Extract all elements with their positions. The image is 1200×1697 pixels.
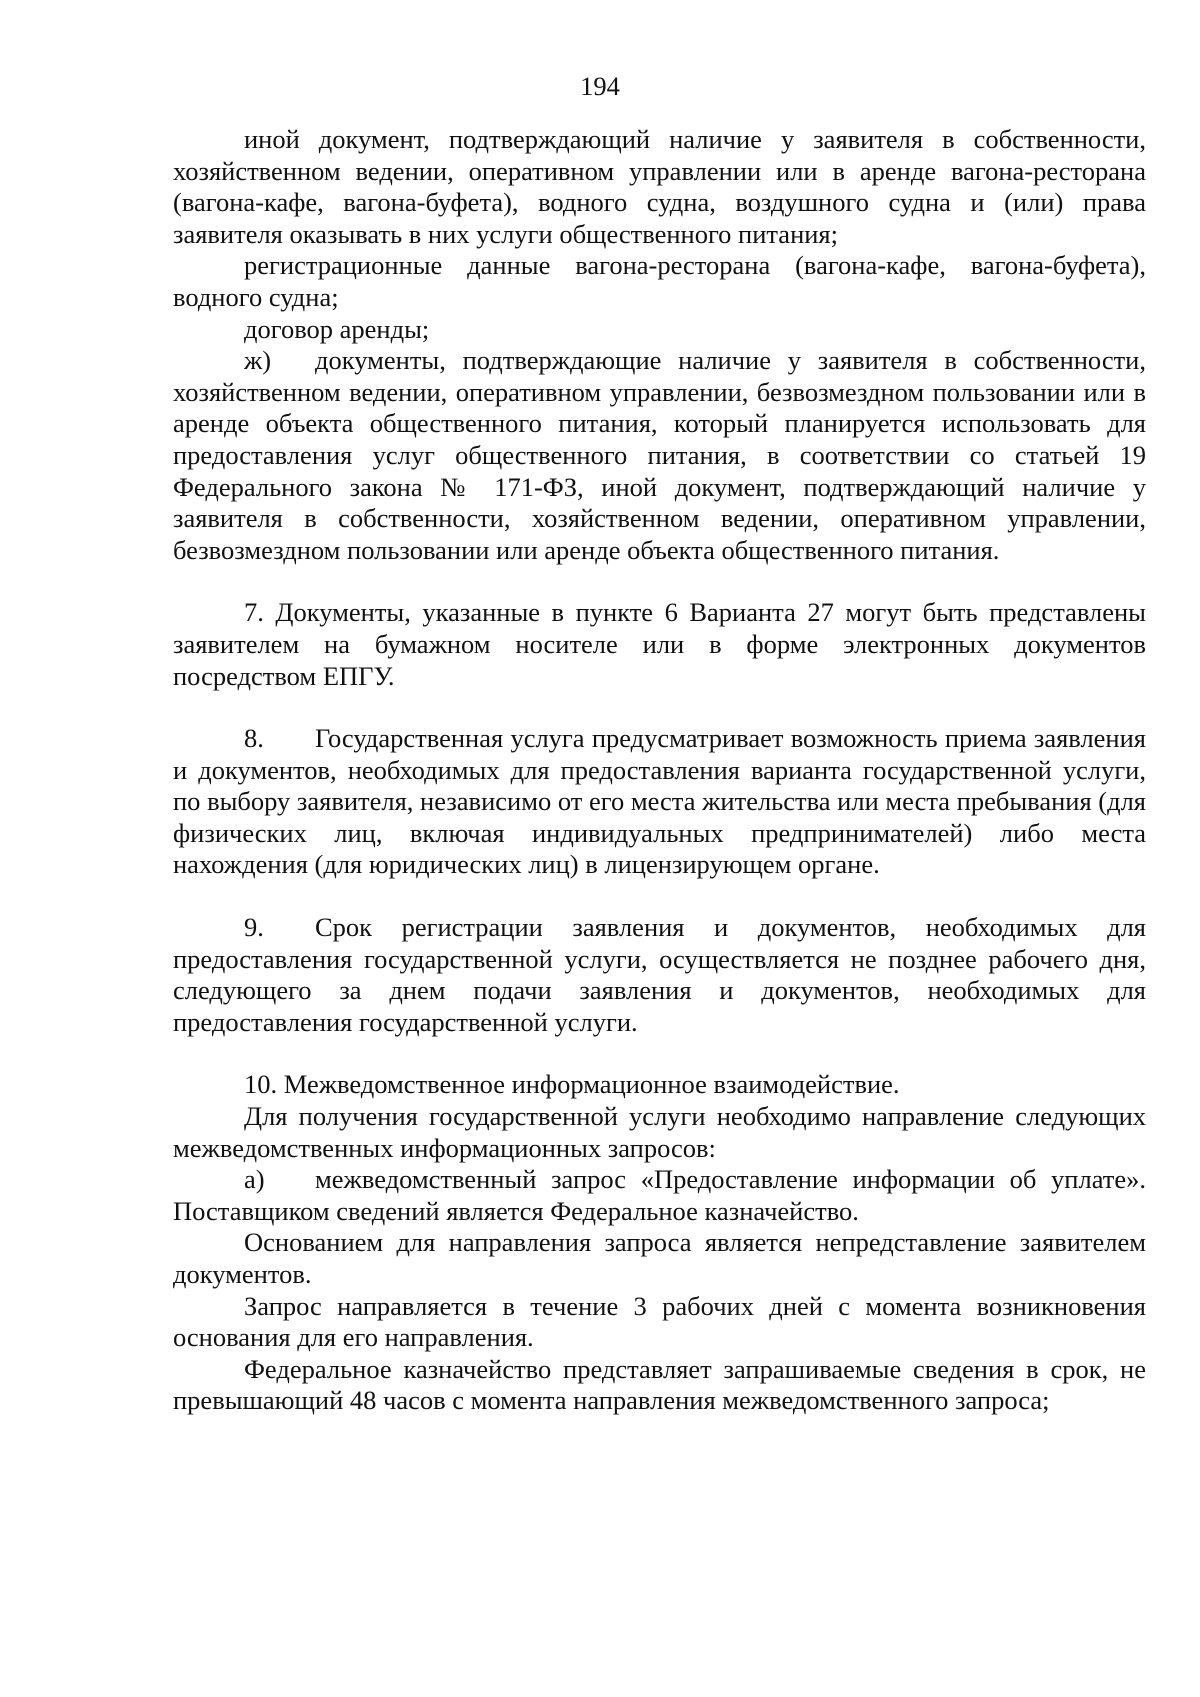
paragraph: Федеральное казначейство представляет запрашиваемые сведения в срок, не превышающий 48 часов с момента направления межведомственного запроса; [173, 1353, 1146, 1416]
section-heading: 10. Межведомственное информационное взаимодействие. [244, 1069, 900, 1100]
paragraph-text: межведомственный запрос «Предоставление информации об уплате». Поставщиком сведений является Федеральное казначейство. [173, 1164, 1146, 1226]
paragraph: Запрос направляется в течение 3 рабочих дней с момента возникновения основания для его направления. [173, 1290, 1146, 1353]
paragraph-text: документы, подтверждающие наличие у заявителя в собственности, хозяйственном ведении, оперативном управлении, безвозмездном пользовании или в аренде объекта общественного питания, который планируется использовать для предоставления услуг общественного питания, в соответствии со статьей 19 Федерального закона № 171-ФЗ, иной документ, подтверждающий наличие у заявителя в собственности, хозяйственном ведении, оперативном управлении, безвозмездном пользовании или аренде объекта общественного питания. [173, 345, 1146, 565]
list-marker: 8. [244, 723, 264, 754]
document-body [173, 124, 1146, 1417]
paragraph: иной документ, подтверждающий наличие у заявителя в собственности, хозяйственном ведении, оперативном управлении или в аренде вагона-ресторана (вагона-кафе, вагона-буфета), водного судна, воздушного судна и (или) права заявителя оказывать в них услуги общественного питания; [173, 124, 1146, 249]
paragraph-item-a [173, 1164, 1146, 1227]
paragraph: Для получения государственной услуги необходимо направление следующих межведомственных информационных запросов: [173, 1101, 1146, 1163]
list-marker: а) [244, 1164, 265, 1195]
paragraph-text: Государственная услуга предусматривает возможность приема заявления и документов, необходимых для предоставления варианта государственной услуги, по выбору заявителя, независимо от его места жительства или места пребывания (для физических лиц, включая индивидуальных предпринимателей) либо места нахождения (для юридических лиц) в лицензирующем органе. [173, 723, 1146, 880]
paragraph: регистрационные данные вагона-ресторана (вагона-кафе, вагона-буфета), водного судна; [173, 250, 1146, 312]
paragraph: Основанием для направления запроса является непредставление заявителем документов. [173, 1227, 1146, 1289]
paragraph-item-7: 7. Документы, указанные в пункте 6 Варианта 27 могут быть представлены заявителем на бумажном носителе или в форме электронных документов посредством ЕПГУ. [173, 597, 1146, 691]
page-number: 194 [580, 71, 620, 101]
paragraph-item-zh [173, 345, 1146, 566]
paragraph-text: Срок регистрации заявления и документов, необходимых для предоставления государственной услуги, осуществляется не позднее рабочего дня, следующего за днем подачи заявления и документов, необходимых для предоставления государственной услуги. [173, 912, 1146, 1037]
list-marker: 9. [244, 912, 264, 943]
list-marker: ж) [244, 345, 272, 376]
paragraph-item-9 [173, 912, 1146, 1038]
paragraph-item-8 [173, 723, 1146, 881]
paragraph: договор аренды; [244, 313, 430, 344]
